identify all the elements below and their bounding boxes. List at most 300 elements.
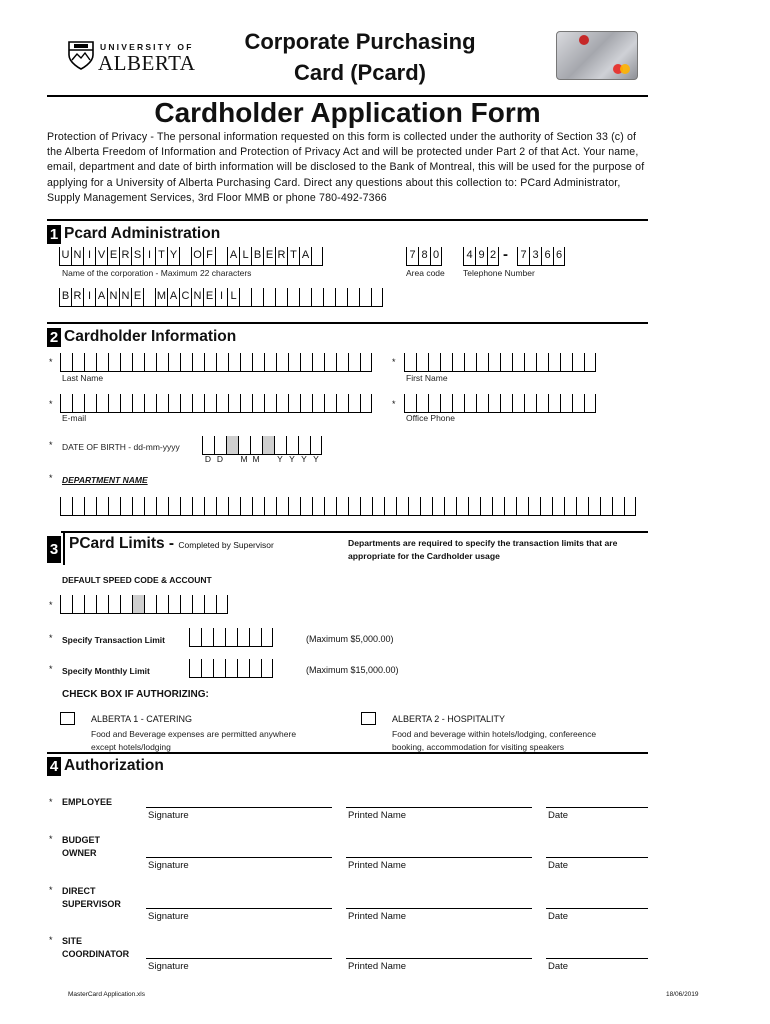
char-box[interactable] (237, 628, 249, 646)
char-box[interactable] (192, 595, 204, 613)
char-box[interactable] (84, 394, 96, 412)
char-box[interactable] (214, 436, 226, 454)
char-box[interactable]: N (107, 288, 119, 306)
char-box[interactable] (500, 353, 512, 371)
corporation-name-field[interactable] (59, 248, 323, 266)
char-box[interactable] (371, 288, 383, 306)
char-box[interactable] (192, 497, 204, 515)
char-box[interactable] (108, 497, 120, 515)
char-box[interactable]: A (167, 288, 179, 306)
department-name-field[interactable] (60, 498, 636, 516)
char-box[interactable] (60, 497, 72, 515)
char-box[interactable] (360, 497, 372, 515)
char-box[interactable]: 6 (553, 247, 565, 265)
char-box[interactable] (540, 497, 552, 515)
char-box[interactable]: I (83, 247, 95, 265)
char-box[interactable] (84, 353, 96, 371)
alberta-1-checkbox[interactable] (60, 712, 75, 725)
date-caption: Date (548, 911, 569, 922)
employee-date-line[interactable] (546, 807, 648, 808)
char-box[interactable] (264, 353, 276, 371)
char-box[interactable] (384, 497, 396, 515)
direct-supervisor-label-1: DIRECT (62, 886, 96, 896)
char-box[interactable] (201, 659, 213, 677)
coordinator-date-line[interactable] (546, 958, 648, 959)
char-box[interactable] (249, 628, 261, 646)
date-caption: Date (548, 860, 569, 871)
char-box[interactable]: I (143, 247, 155, 265)
required-mark: * (49, 797, 53, 807)
logo-bottom-text: ALBERTA (98, 51, 196, 75)
char-box[interactable]: C (179, 288, 191, 306)
char-box[interactable] (180, 394, 192, 412)
char-box[interactable]: I (215, 288, 227, 306)
char-box[interactable] (440, 353, 452, 371)
office-phone-field[interactable] (404, 395, 596, 413)
char-box[interactable] (552, 497, 564, 515)
char-box[interactable] (252, 353, 264, 371)
char-box[interactable] (324, 497, 336, 515)
char-box[interactable] (480, 497, 492, 515)
date-format-char: Y (313, 454, 319, 464)
char-box[interactable] (156, 497, 168, 515)
char-box[interactable] (132, 595, 144, 613)
char-box[interactable] (588, 497, 600, 515)
logo-top-text: UNIVERSITY OF (100, 42, 194, 52)
char-box[interactable] (336, 353, 348, 371)
required-mark: * (49, 399, 53, 409)
date-of-birth-field[interactable] (202, 437, 322, 455)
char-box[interactable]: S (131, 247, 143, 265)
char-box[interactable] (84, 497, 96, 515)
char-box[interactable] (536, 394, 548, 412)
char-box[interactable] (168, 353, 180, 371)
first-name-label: First Name (406, 373, 448, 383)
char-box[interactable] (324, 353, 336, 371)
char-box[interactable] (263, 288, 275, 306)
char-box[interactable] (215, 247, 227, 265)
char-box[interactable] (179, 247, 191, 265)
coordinator-printed-name-line[interactable] (346, 958, 532, 959)
char-box[interactable] (216, 497, 228, 515)
char-box[interactable] (252, 497, 264, 515)
char-box[interactable] (228, 353, 240, 371)
char-box[interactable] (144, 595, 156, 613)
char-box[interactable] (404, 394, 416, 412)
site-coordinator-label-1: SITE (62, 936, 83, 946)
char-box[interactable] (299, 288, 311, 306)
char-box[interactable]: A (95, 288, 107, 306)
char-box[interactable] (261, 628, 273, 646)
char-box[interactable] (276, 497, 288, 515)
char-box[interactable]: 4 (463, 247, 475, 265)
budget-owner-signature-line[interactable] (146, 857, 332, 858)
char-box[interactable] (312, 497, 324, 515)
char-box[interactable] (156, 595, 168, 613)
char-box[interactable]: R (71, 288, 83, 306)
char-box[interactable] (261, 659, 273, 677)
char-box[interactable] (432, 497, 444, 515)
char-box[interactable]: E (131, 288, 143, 306)
char-box[interactable] (335, 288, 347, 306)
alberta-2-description (392, 728, 596, 753)
char-box[interactable] (456, 497, 468, 515)
char-box[interactable] (624, 497, 636, 515)
char-box[interactable] (504, 497, 516, 515)
email-field[interactable] (60, 395, 372, 413)
char-box[interactable]: Y (167, 247, 179, 265)
corporation-name-label: Name of the corporation - Maximum 22 characters (62, 268, 252, 278)
char-box[interactable]: V (95, 247, 107, 265)
char-box[interactable] (488, 353, 500, 371)
char-box[interactable] (264, 497, 276, 515)
char-box[interactable] (189, 659, 201, 677)
char-box[interactable] (468, 497, 480, 515)
char-box[interactable] (312, 394, 324, 412)
char-box[interactable]: 3 (529, 247, 541, 265)
char-box[interactable] (240, 394, 252, 412)
university-logo (68, 40, 208, 74)
char-box[interactable]: 0 (430, 247, 442, 265)
section-2-number: 2 (47, 328, 61, 347)
char-box[interactable] (476, 353, 488, 371)
char-box[interactable] (612, 497, 624, 515)
char-box[interactable] (180, 497, 192, 515)
char-box[interactable] (108, 353, 120, 371)
char-box[interactable] (396, 497, 408, 515)
supervisor-printed-name-line[interactable] (346, 908, 532, 909)
char-box[interactable] (120, 353, 132, 371)
char-box[interactable] (298, 436, 310, 454)
char-box[interactable] (452, 353, 464, 371)
char-box[interactable] (180, 353, 192, 371)
char-box[interactable] (444, 497, 456, 515)
first-name-field[interactable] (404, 354, 596, 372)
monthly-limit-label: Specify Monthly Limit (62, 666, 150, 676)
signature-caption: Signature (148, 860, 189, 871)
transaction-limit-max: (Maximum $5,000.00) (306, 634, 394, 644)
char-box[interactable] (60, 595, 72, 613)
char-box[interactable] (252, 394, 264, 412)
char-box[interactable]: M (155, 288, 167, 306)
char-box[interactable] (84, 595, 96, 613)
char-box[interactable] (202, 436, 214, 454)
char-box[interactable] (348, 497, 360, 515)
char-box[interactable]: E (107, 247, 119, 265)
divider (47, 219, 648, 221)
supervisor-date-line[interactable] (546, 908, 648, 909)
char-box[interactable] (323, 288, 335, 306)
char-box[interactable]: E (203, 288, 215, 306)
char-box[interactable] (372, 497, 384, 515)
char-box[interactable] (213, 628, 225, 646)
direct-supervisor-label (62, 885, 121, 911)
char-box[interactable] (512, 353, 524, 371)
char-box[interactable]: T (155, 247, 167, 265)
char-box[interactable] (536, 353, 548, 371)
char-box[interactable] (276, 353, 288, 371)
char-box[interactable] (204, 595, 216, 613)
char-box[interactable] (189, 628, 201, 646)
char-box[interactable] (464, 394, 476, 412)
char-box[interactable] (524, 394, 536, 412)
char-box[interactable] (156, 353, 168, 371)
supervisor-signature-line[interactable] (146, 908, 332, 909)
char-box[interactable] (156, 394, 168, 412)
date-format-char (262, 454, 274, 464)
date-of-birth-format (202, 454, 322, 464)
char-box[interactable] (300, 353, 312, 371)
char-box[interactable] (404, 353, 416, 371)
speed-code-field[interactable] (60, 596, 228, 614)
section-3-title-text: PCard Limits - (69, 535, 175, 552)
char-box[interactable] (348, 353, 360, 371)
char-box[interactable] (336, 497, 348, 515)
char-box[interactable] (428, 353, 440, 371)
char-box[interactable] (492, 497, 504, 515)
char-box[interactable]: A (299, 247, 311, 265)
char-box[interactable] (143, 288, 155, 306)
char-box[interactable] (560, 353, 572, 371)
speed-code-label: DEFAULT SPEED CODE & ACCOUNT (62, 575, 212, 585)
char-box[interactable] (452, 394, 464, 412)
char-box[interactable] (216, 595, 228, 613)
char-box[interactable] (288, 353, 300, 371)
char-box[interactable] (576, 497, 588, 515)
page-title (210, 26, 510, 88)
char-box[interactable] (564, 497, 576, 515)
budget-owner-date-line[interactable] (546, 857, 648, 858)
char-box[interactable] (428, 394, 440, 412)
char-box[interactable]: B (59, 288, 71, 306)
char-box[interactable] (288, 497, 300, 515)
char-box[interactable] (96, 595, 108, 613)
char-box[interactable] (225, 628, 237, 646)
char-box[interactable] (336, 394, 348, 412)
char-box[interactable] (311, 288, 323, 306)
char-box[interactable] (516, 497, 528, 515)
char-box[interactable] (201, 628, 213, 646)
char-box[interactable] (500, 394, 512, 412)
char-box[interactable] (240, 497, 252, 515)
char-box[interactable] (239, 288, 251, 306)
char-box[interactable] (120, 394, 132, 412)
char-box[interactable] (120, 497, 132, 515)
char-box[interactable] (228, 497, 240, 515)
char-box[interactable] (249, 659, 261, 677)
char-box[interactable] (275, 288, 287, 306)
char-box[interactable]: A (227, 247, 239, 265)
last-name-field[interactable] (60, 354, 372, 372)
char-box[interactable] (60, 353, 72, 371)
char-box[interactable] (476, 394, 488, 412)
char-box[interactable] (488, 394, 500, 412)
char-box[interactable] (168, 595, 180, 613)
section-2-title: Cardholder Information (64, 328, 237, 345)
required-mark: * (49, 357, 53, 367)
char-box[interactable] (311, 247, 323, 265)
date-format-char: Y (301, 454, 307, 464)
char-box[interactable] (264, 394, 276, 412)
signature-caption: Signature (148, 810, 189, 821)
char-box[interactable] (286, 436, 298, 454)
char-box[interactable] (312, 353, 324, 371)
char-box[interactable] (72, 394, 84, 412)
char-box[interactable] (572, 353, 584, 371)
char-box[interactable] (347, 288, 359, 306)
char-box[interactable] (237, 659, 249, 677)
employee-printed-name-line[interactable] (346, 807, 532, 808)
char-box[interactable] (96, 497, 108, 515)
phone-suffix-field[interactable] (517, 248, 565, 266)
char-box[interactable]: 6 (541, 247, 553, 265)
telephone-number-label: Telephone Number (463, 268, 535, 278)
char-box[interactable] (250, 436, 262, 454)
char-box[interactable] (600, 497, 612, 515)
char-box[interactable] (584, 353, 596, 371)
char-box[interactable] (144, 394, 156, 412)
char-box[interactable] (168, 394, 180, 412)
char-box[interactable] (180, 595, 192, 613)
check-box-heading: CHECK BOX IF AUTHORIZING: (62, 689, 209, 700)
coordinator-signature-line[interactable] (146, 958, 332, 959)
char-box[interactable]: U (59, 247, 71, 265)
char-box[interactable]: 2 (487, 247, 499, 265)
alberta-2-desc-line-1: Food and beverage within hotels/lodging, confereence (392, 729, 597, 739)
char-box[interactable] (348, 394, 360, 412)
char-box[interactable] (512, 394, 524, 412)
char-box[interactable] (204, 497, 216, 515)
char-box[interactable] (251, 288, 263, 306)
char-box[interactable]: T (287, 247, 299, 265)
char-box[interactable] (132, 353, 144, 371)
char-box[interactable] (204, 353, 216, 371)
char-box[interactable] (96, 353, 108, 371)
char-box[interactable] (240, 353, 252, 371)
char-box[interactable] (324, 394, 336, 412)
administrator-name-field[interactable] (59, 289, 383, 307)
char-box[interactable] (288, 394, 300, 412)
char-box[interactable] (204, 394, 216, 412)
area-code-field[interactable] (406, 248, 442, 266)
char-box[interactable]: N (191, 288, 203, 306)
char-box[interactable]: F (203, 247, 215, 265)
char-box[interactable] (528, 497, 540, 515)
date-format-char: M (252, 454, 260, 464)
budget-owner-printed-name-line[interactable] (346, 857, 532, 858)
char-box[interactable] (464, 353, 476, 371)
char-box[interactable] (192, 394, 204, 412)
char-box[interactable] (72, 497, 84, 515)
char-box[interactable] (216, 394, 228, 412)
char-box[interactable] (216, 353, 228, 371)
char-box[interactable] (72, 353, 84, 371)
char-box[interactable] (132, 394, 144, 412)
char-box[interactable] (524, 353, 536, 371)
char-box[interactable] (359, 288, 371, 306)
char-box[interactable]: 7 (517, 247, 529, 265)
char-box[interactable]: I (83, 288, 95, 306)
char-box[interactable] (300, 394, 312, 412)
char-box[interactable] (360, 394, 372, 412)
char-box[interactable]: 8 (418, 247, 430, 265)
char-box[interactable] (262, 436, 274, 454)
char-box[interactable] (416, 394, 428, 412)
budget-owner-label-1: BUDGET (62, 835, 100, 845)
printed-name-caption: Printed Name (348, 961, 407, 972)
char-box[interactable]: O (191, 247, 203, 265)
char-box[interactable] (168, 497, 180, 515)
char-box[interactable] (120, 595, 132, 613)
char-box[interactable] (108, 394, 120, 412)
char-box[interactable] (300, 497, 312, 515)
phone-prefix-field[interactable] (463, 248, 499, 266)
char-box[interactable] (572, 394, 584, 412)
char-box[interactable] (287, 288, 299, 306)
char-box[interactable] (276, 394, 288, 412)
date-format-char (226, 454, 238, 464)
alberta-2-checkbox[interactable] (361, 712, 376, 725)
email-label: E-mail (62, 413, 87, 423)
char-box[interactable] (108, 595, 120, 613)
section-4-number: 4 (47, 757, 61, 776)
char-box[interactable] (60, 394, 72, 412)
privacy-notice: Protection of Privacy - The personal information requested on this form is collected under the authority of Section 33 (c) of the Alberta Freedom of Information and Protection of Privacy Act and will be protected under Part 2 of that Act. Your name, email, department and date of birth information will be disclosed to the Bank of Montreal, this will be used for the purpose of applying for a University of Alberta Purchasing Card. Direct any questions about this collection to: PCard Administrator, Supply Management Services, 3rd Floor MMB or phone 780-492-7366 (47, 131, 645, 204)
char-box[interactable] (560, 394, 572, 412)
required-mark: * (392, 399, 396, 409)
alberta-1-desc-line-1: Food and Beverage expenses are permitted anywhere (91, 729, 297, 739)
char-box[interactable] (416, 353, 428, 371)
char-box[interactable]: B (251, 247, 263, 265)
char-box[interactable] (310, 436, 322, 454)
char-box[interactable]: 9 (475, 247, 487, 265)
char-box[interactable]: 7 (406, 247, 418, 265)
char-box[interactable] (132, 497, 144, 515)
site-coordinator-label (62, 935, 129, 961)
char-box[interactable] (274, 436, 286, 454)
char-box[interactable] (226, 436, 238, 454)
char-box[interactable] (72, 595, 84, 613)
alberta-1-desc-line-2: except hotels/lodging (91, 741, 171, 752)
char-box[interactable] (238, 436, 250, 454)
char-box[interactable] (213, 659, 225, 677)
char-box[interactable] (144, 497, 156, 515)
char-box[interactable] (548, 394, 560, 412)
char-box[interactable]: N (119, 288, 131, 306)
char-box[interactable] (420, 497, 432, 515)
char-box[interactable]: R (275, 247, 287, 265)
required-mark: * (49, 935, 53, 945)
char-box[interactable] (360, 353, 372, 371)
char-box[interactable]: L (239, 247, 251, 265)
monthly-limit-field[interactable] (189, 660, 273, 678)
char-box[interactable]: R (119, 247, 131, 265)
transaction-limit-field[interactable] (189, 629, 273, 647)
char-box[interactable]: N (71, 247, 83, 265)
char-box[interactable] (144, 353, 156, 371)
char-box[interactable]: L (227, 288, 239, 306)
char-box[interactable]: E (263, 247, 275, 265)
char-box[interactable] (548, 353, 560, 371)
char-box[interactable] (192, 353, 204, 371)
employee-signature-line[interactable] (146, 807, 332, 808)
char-box[interactable] (225, 659, 237, 677)
char-box[interactable] (408, 497, 420, 515)
char-box[interactable] (228, 394, 240, 412)
char-box[interactable] (96, 394, 108, 412)
char-box[interactable] (584, 394, 596, 412)
char-box[interactable] (440, 394, 452, 412)
